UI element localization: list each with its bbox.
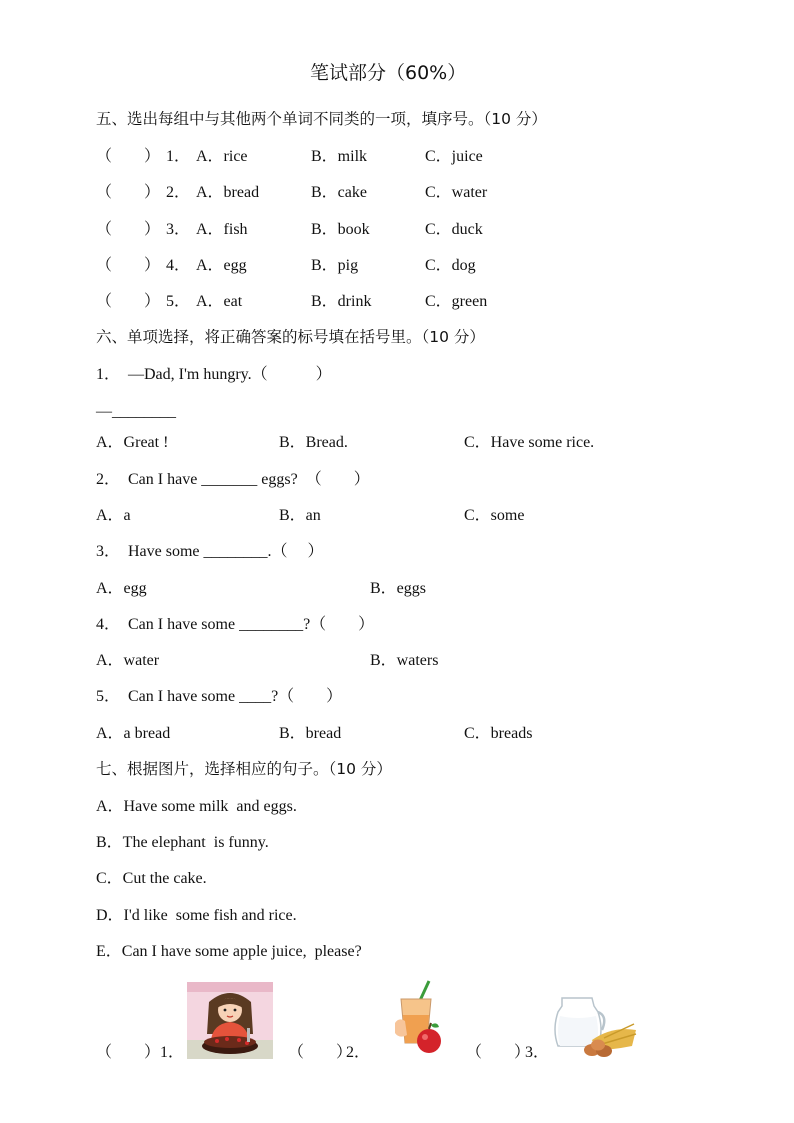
question-number: 2． [166, 184, 191, 201]
option-c: C．duck [425, 221, 483, 238]
option-a: A．water [96, 652, 160, 669]
answer-paren: （ ） [466, 1044, 531, 1061]
section5-heading: 五、选出每组中与其他两个单词不同类的一项，填序号。（10 分） [96, 110, 547, 128]
sentence-option-b: B．The elephant is funny. [96, 834, 269, 851]
option-c: C．some [464, 507, 525, 524]
option-b: B．eggs [370, 580, 427, 597]
milk-and-eggs-image [552, 990, 638, 1060]
sentence-option-e: E．Can I have some apple juice, please? [96, 943, 362, 960]
picture-number: 1． [160, 1044, 185, 1061]
question-5: 5． Can I have some ____?（ ） [96, 688, 343, 705]
option-a: A．bread [196, 184, 260, 201]
option-c: C．water [425, 184, 488, 201]
option-a: A．egg [196, 257, 247, 274]
option-a: A．rice [196, 148, 248, 165]
question-number: 3． [166, 221, 191, 238]
option-c: C．Have some rice. [464, 434, 595, 451]
question-number: 4． [166, 257, 191, 274]
picture-number: 2． [346, 1044, 371, 1061]
answer-paren: （ ） [288, 1044, 353, 1061]
option-b: B．pig [311, 257, 359, 274]
option-b: B．milk [311, 148, 368, 165]
question-3: 3． Have some ________.（ ） [96, 543, 324, 560]
sentence-option-c: C．Cut the cake. [96, 870, 207, 887]
answer-paren: （ ） [96, 184, 161, 201]
option-b: B．cake [311, 184, 367, 201]
answer-paren: （ ） [96, 257, 161, 274]
option-b: B．an [279, 507, 321, 524]
sentence-option-a: A．Have some milk and eggs. [96, 798, 297, 815]
answer-paren: （ ） [96, 148, 161, 165]
option-a: A．a bread [96, 725, 171, 742]
option-a: A．egg [96, 580, 147, 597]
option-a: A．eat [196, 293, 243, 310]
question-2: 2． Can I have _______ eggs? （ ） [96, 471, 370, 488]
answer-paren: （ ） [96, 1044, 161, 1061]
apple-juice-image [393, 977, 445, 1057]
option-c: C．green [425, 293, 488, 310]
option-b: B．Bread. [279, 434, 348, 451]
option-c: C．dog [425, 257, 476, 274]
page-title: 笔试部分（60%） [310, 62, 467, 84]
question-1: 1． —Dad, I'm hungry.（ ） [96, 366, 332, 383]
section7-heading: 七、根据图片，选择相应的句子。（10 分） [96, 760, 392, 778]
answer-paren: （ ） [96, 221, 161, 238]
question-1-reply: —________ [96, 403, 176, 420]
section6-heading: 六、单项选择，将正确答案的标号填在括号里。（10 分） [96, 328, 485, 346]
question-number: 5． [166, 293, 191, 310]
option-b: B．waters [370, 652, 439, 669]
option-b: B．book [311, 221, 370, 238]
question-number: 1． [166, 148, 191, 165]
question-4: 4． Can I have some ________?（ ） [96, 616, 375, 633]
answer-paren: （ ） [96, 293, 161, 310]
option-a: A．a [96, 507, 131, 524]
option-b: B．bread [279, 725, 342, 742]
option-a: A．fish [196, 221, 248, 238]
option-b: B．drink [311, 293, 372, 310]
option-c: C．juice [425, 148, 483, 165]
sentence-option-d: D．I'd like some fish and rice. [96, 907, 297, 924]
option-c: C．breads [464, 725, 533, 742]
option-a: A．Great ! [96, 434, 169, 451]
picture-number: 3． [525, 1044, 550, 1061]
girl-cutting-cake-image [187, 982, 273, 1059]
